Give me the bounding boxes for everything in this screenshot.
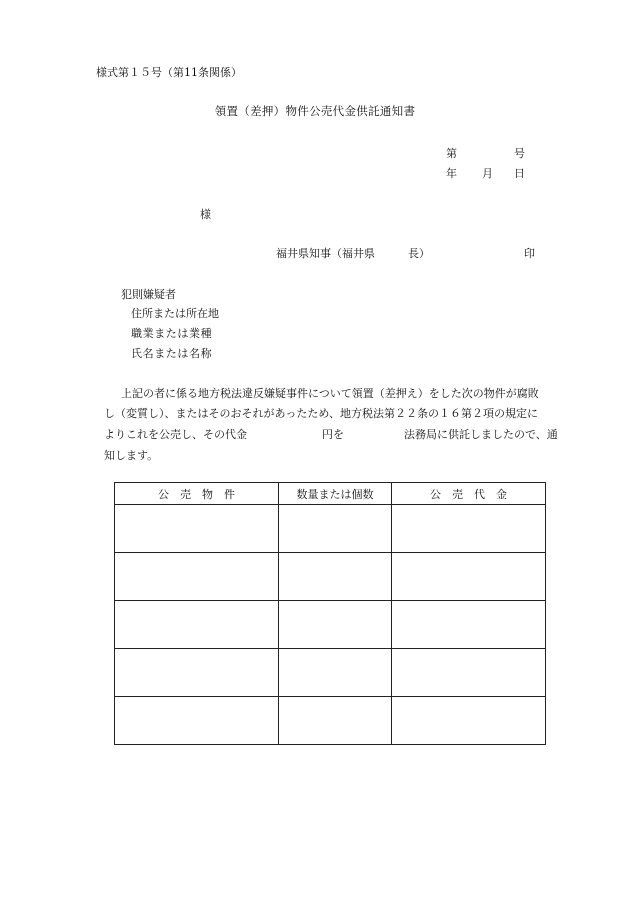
table-cell xyxy=(279,649,392,697)
table-cell xyxy=(115,649,279,697)
document-number-suffix: 号 xyxy=(514,147,525,160)
table-cell xyxy=(392,649,546,697)
suspect-name-label: 氏名または名称 xyxy=(131,347,213,360)
table-row xyxy=(115,505,546,553)
table-cell xyxy=(115,601,279,649)
sender-label: 福井県知事（福井県 長） xyxy=(276,247,430,260)
table-cell xyxy=(279,601,392,649)
table-cell xyxy=(279,505,392,553)
seal-mark: 印 xyxy=(524,247,535,260)
table-cell xyxy=(115,505,279,553)
suspect-address-label: 住所または所在地 xyxy=(131,307,219,320)
header-quantity: 数量または個数 xyxy=(279,483,392,505)
date-day-label: 日 xyxy=(514,167,525,180)
body-text-line-1: 上記の者に係る地方税法違反嫌疑事件について領置（差押え）をした次の物件が腐敗 xyxy=(121,387,539,400)
date-month-label: 月 xyxy=(482,167,493,180)
date-year-label: 年 xyxy=(446,167,457,180)
table-row xyxy=(115,553,546,601)
suspect-occupation-label: 職業または業種 xyxy=(131,327,213,340)
table-row xyxy=(115,601,546,649)
table-cell xyxy=(115,697,279,745)
auctioned-items-table xyxy=(114,482,546,745)
table-cell xyxy=(392,697,546,745)
table-cell xyxy=(279,553,392,601)
table-cell xyxy=(392,505,546,553)
form-number: 様式第１５号（第11条関係） xyxy=(96,66,242,79)
body-text-line-4: 知します。 xyxy=(104,449,159,462)
table-cell xyxy=(115,553,279,601)
table-row xyxy=(115,649,546,697)
table-cell xyxy=(392,601,546,649)
document-title: 領置（差押）物件公売代金供託通知書 xyxy=(214,104,416,118)
body-text-line-3a: よりこれを公売し、その代金 xyxy=(104,428,247,441)
addressee-honorific: 様 xyxy=(200,208,211,221)
body-text-line-2: し（変質し）、またはそのおそれがあったため、地方税法第２２条の１６第２項の規定に xyxy=(104,407,538,420)
header-auctioned-item: 公 売 物 件 xyxy=(115,483,279,505)
document-number-prefix: 第 xyxy=(446,147,457,160)
header-auction-price: 公 売 代 金 xyxy=(392,483,546,505)
suspect-heading: 犯則嫌疑者 xyxy=(121,288,176,301)
table-cell xyxy=(279,697,392,745)
table-row xyxy=(115,697,546,745)
table-header-row xyxy=(115,483,546,505)
body-text-line-3c: 法務局に供託しましたので、通 xyxy=(404,428,558,441)
table-cell xyxy=(392,553,546,601)
body-text-line-3b: 円を xyxy=(322,428,344,441)
